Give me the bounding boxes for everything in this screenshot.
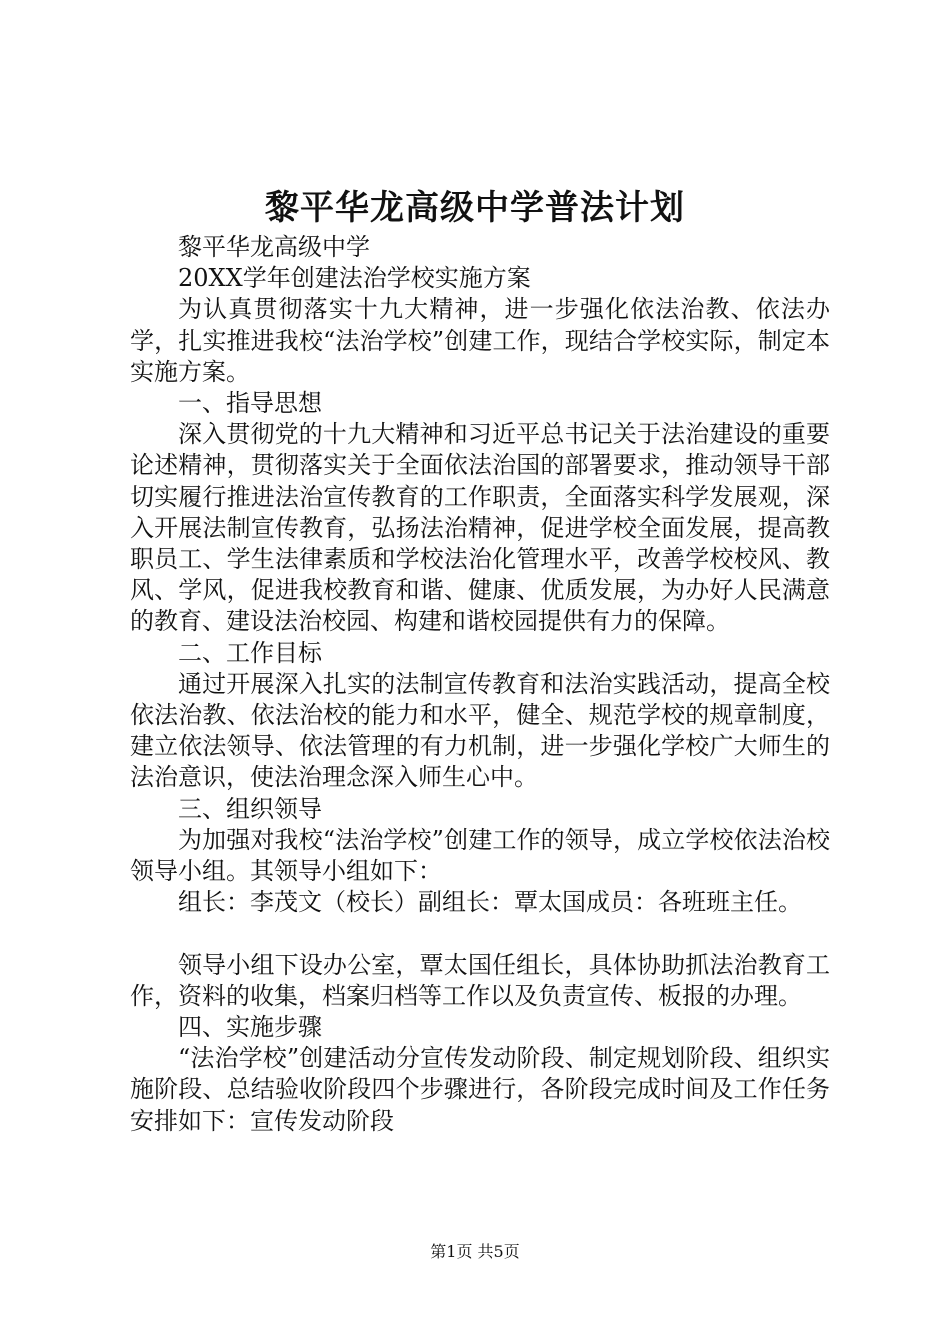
guiding-ideology-paragraph: 深入贯彻党的十九大精神和习近平总书记关于法治建设的重要论述精神，贯彻落实关于全面依法治国的部署要求，推动领导干部切实履行推进法治宣传教育的工作职责，全面落实科学发展观，深入开展法制宣传教育，弘扬法治精神，促进学校全面发展，提高教职员工、学生法律素质和学校法治化管理水平，改善学校校风、教风、学风，促进我校教育和谐、健康、优质发展，为办好人民满意的教育、建设法治校园、构建和谐校园提供有力的保障。 [130, 420, 830, 636]
section-heading-organization: 三、组织领导 [178, 794, 322, 823]
work-goals-paragraph: 通过开展深入扎实的法制宣传教育和法治实践活动，提高全校依法治教、依法治校的能力和水平，健全、规范学校的规章制度，建立依法领导、依法管理的有力机制，进一步强化学校广大师生的法治意识，使法治理念深入师生心中。 [130, 669, 830, 792]
school-name-line: 黎平华龙高级中学 [178, 233, 370, 261]
plan-subtitle-line: 20XX学年创建法治学校实施方案 [178, 264, 531, 293]
leadership-members-line: 组长：李茂文（校长）副组长：覃太国成员：各班班主任。 [178, 888, 802, 917]
implementation-steps-paragraph: “法治学校”创建活动分宣传发动阶段、制定规划阶段、组织实施阶段、总结验收阶段四个步骤进行，各阶段完成时间及工作任务安排如下：宣传发动阶段 [130, 1044, 830, 1135]
organization-paragraph: 为加强对我校“法治学校”创建工作的领导，成立学校依法治校领导小组。其领导小组如下： [130, 825, 830, 886]
section-heading-guiding-ideology: 一、指导思想 [178, 389, 322, 418]
section-heading-implementation-steps: 四、实施步骤 [178, 1013, 322, 1042]
document-body [130, 232, 830, 1137]
document-title: 黎平华龙高级中学普法计划 [265, 188, 685, 228]
office-paragraph: 领导小组下设办公室，覃太国任组长，具体协助抓法治教育工作，资料的收集，档案归档等工作以及负责宣传、板报的办理。 [130, 950, 830, 1010]
blank-line [130, 918, 830, 949]
page-number-footer: 第1页 共5页 [430, 1242, 520, 1261]
section-heading-work-goals: 二、工作目标 [178, 638, 322, 667]
intro-paragraph: 为认真贯彻落实十九大精神，进一步强化依法治教、依法办学，扎实推进我校“法治学校”创建工作，现结合学校实际，制定本实施方案。 [130, 295, 830, 386]
